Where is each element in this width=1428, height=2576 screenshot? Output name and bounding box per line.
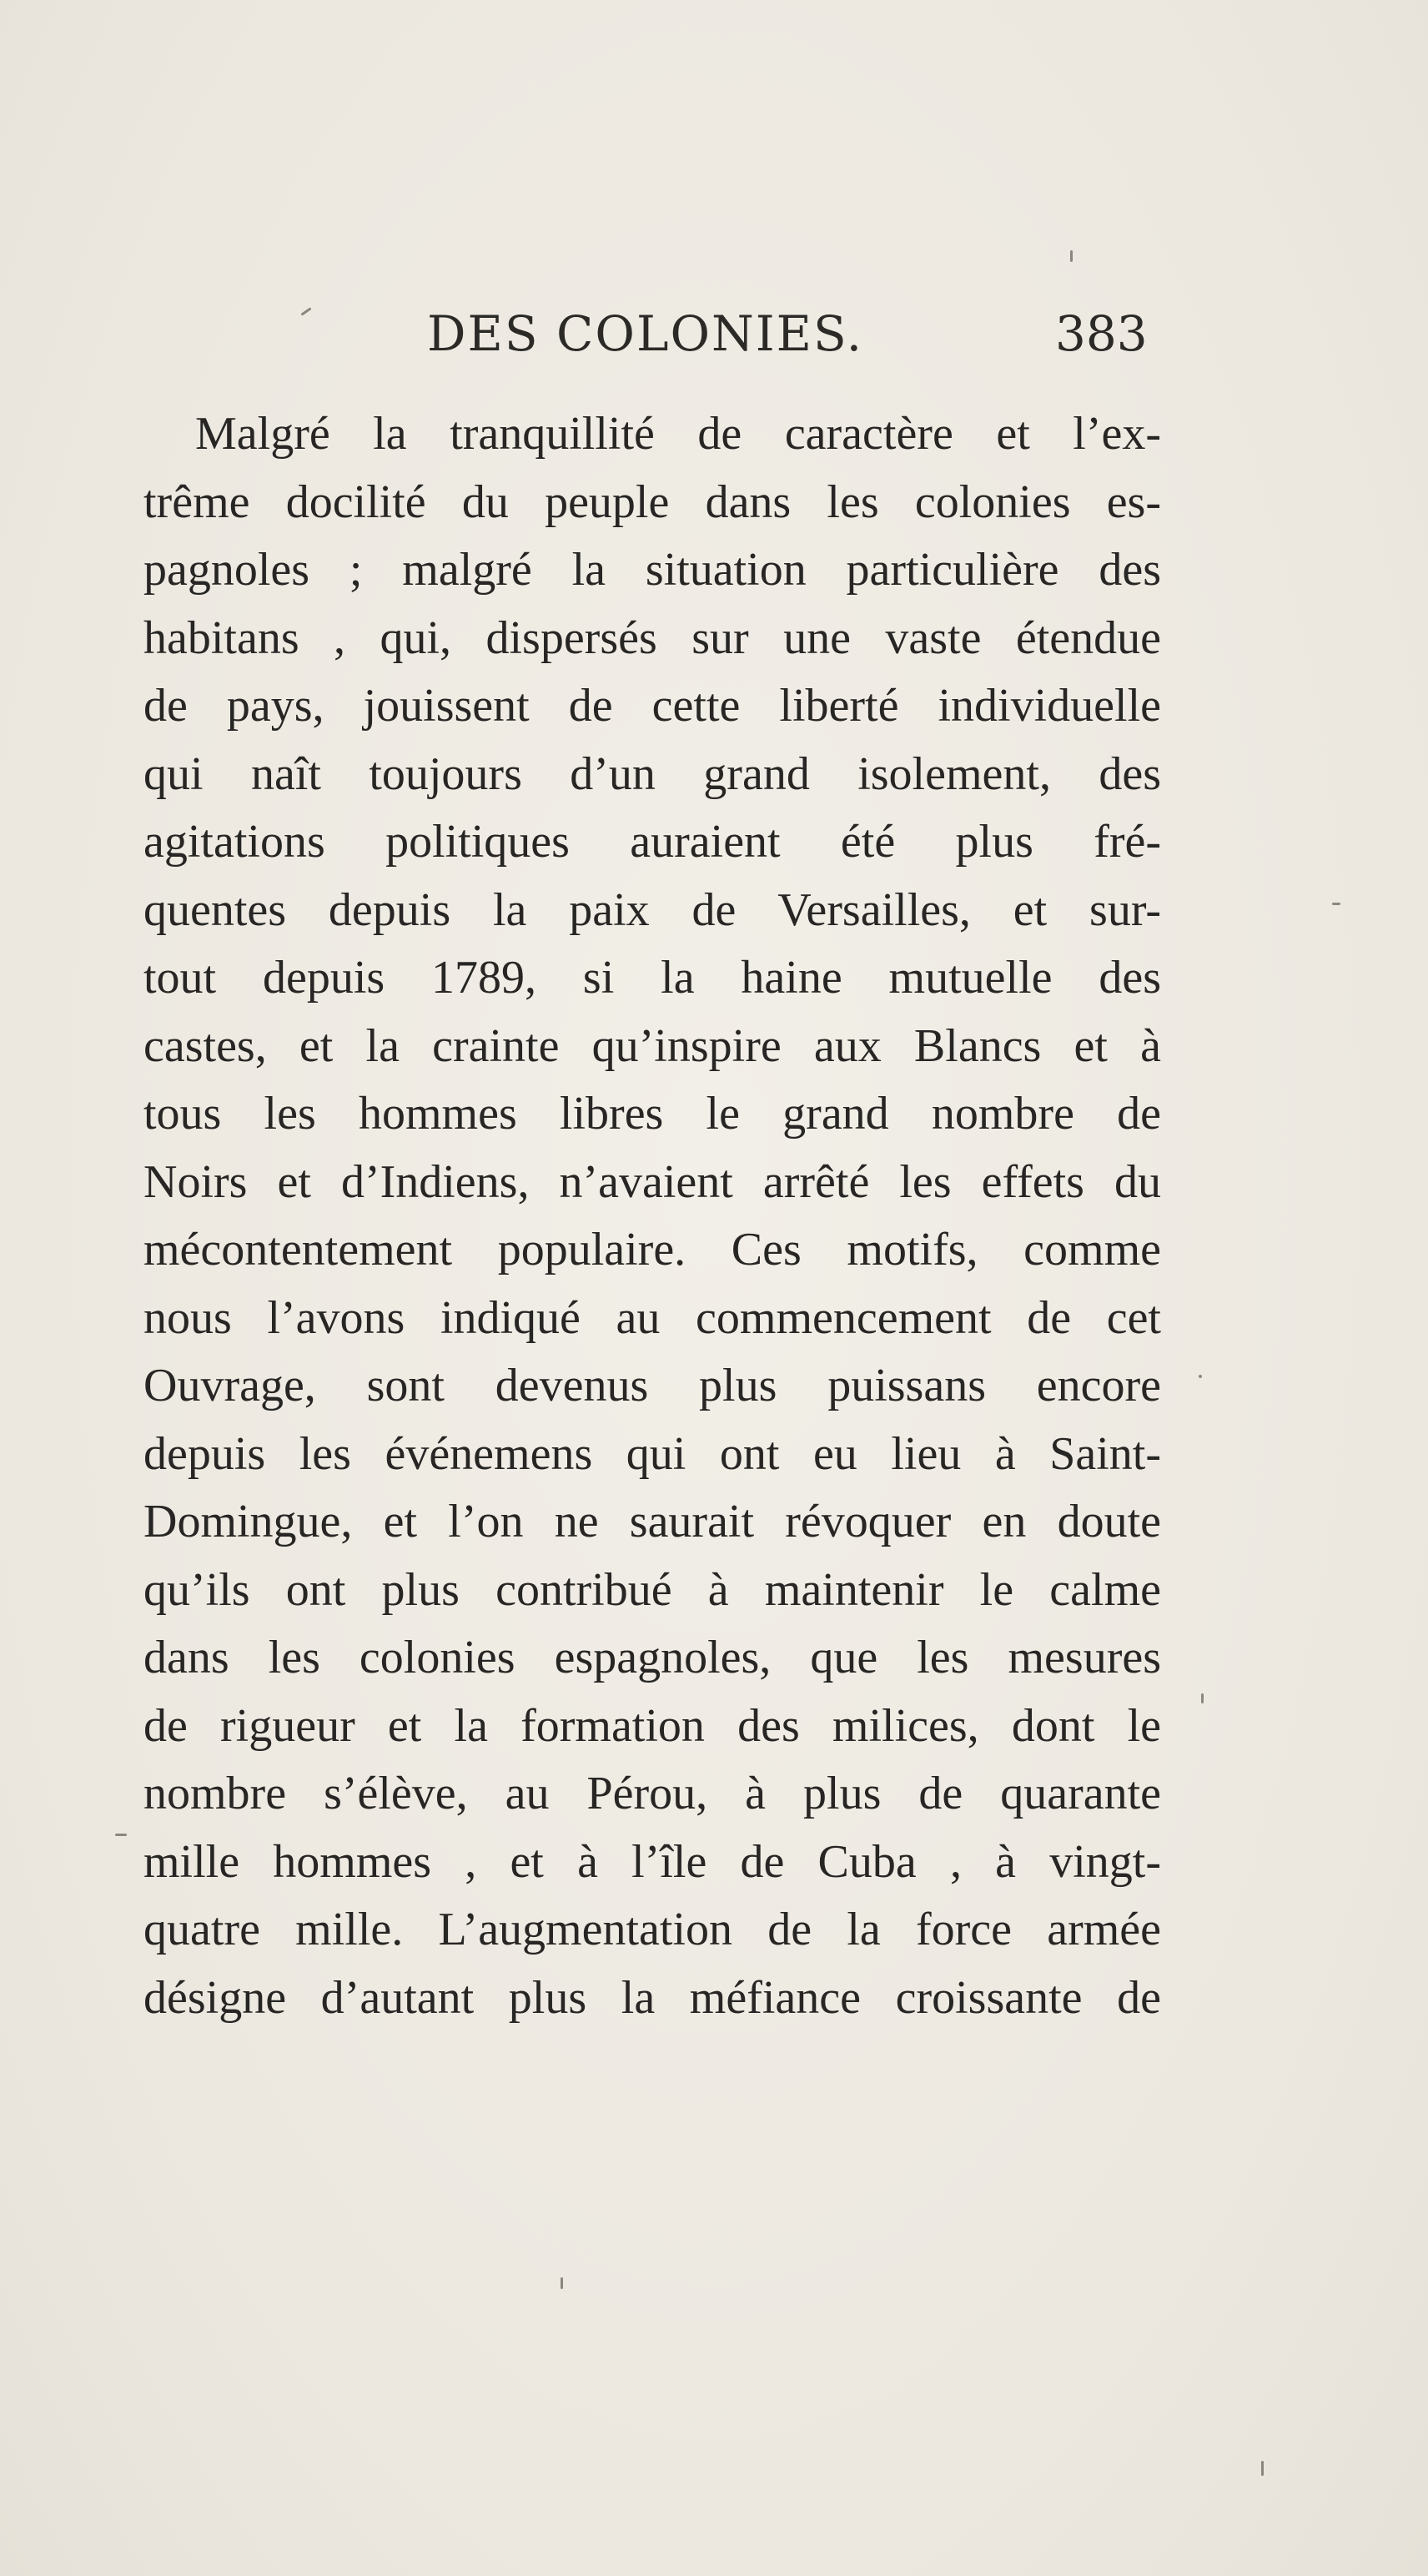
text-line: depuis les événemens qui ont eu lieu à Saint- [143, 1427, 1161, 1480]
running-title: DES COLONIES. [427, 305, 864, 362]
text-line: qu’ils ont plus contribué à maintenir le calme [143, 1563, 1161, 1616]
text-line: tous les hommes libres le grand nombre de [143, 1088, 1161, 1140]
body-paragraph [143, 400, 1161, 2032]
text-line: dans les colonies espagnoles, que les mesures [143, 1632, 1161, 1683]
text-line: de rigueur et la formation des milices, dont le [143, 1699, 1161, 1752]
text-line: Ouvrage, sont devenus plus puissans encore [143, 1360, 1161, 1411]
text-line: castes, et la crainte qu’inspire aux Blancs et à [143, 1019, 1161, 1072]
text-line: de pays, jouissent de cette liberté individuelle [143, 680, 1161, 732]
text-line: habitans , qui, dispersés sur une vaste étendue [143, 611, 1161, 664]
text-line: mécontentement populaire. Ces motifs, comme [143, 1224, 1161, 1275]
text-line: nous l’avons indiqué au commencement de cet [143, 1291, 1161, 1344]
page-number: 383 [1055, 305, 1148, 362]
text-line: agitations politiques auraient été plus fré- [143, 816, 1161, 868]
text-line: quentes depuis la paix de Versailles, et sur- [143, 883, 1161, 936]
text-line: nombre s’élève, au Pérou, à plus de quarante [143, 1768, 1161, 1819]
text-line: quatre mille. L’augmentation de la force armée [143, 1904, 1161, 1955]
paper-speck [1261, 2461, 1264, 2476]
paper-speck [1199, 1375, 1202, 1378]
paper-speck [300, 307, 311, 315]
paper-speck [115, 1834, 127, 1836]
text-line: Domingue, et l’on ne saurait révoquer en doute [143, 1496, 1161, 1547]
text-line: pagnoles ; malgré la situation particulière des [143, 544, 1161, 596]
paper-speck [1201, 1693, 1204, 1703]
paper-speck [1070, 250, 1073, 262]
paper-speck [1332, 903, 1340, 905]
paper-speck [561, 2277, 563, 2289]
text-line: désigne d’autant plus la méfiance croissante de [143, 1971, 1161, 2024]
text-line: qui naît toujours d’un grand isolement, des [143, 747, 1161, 800]
text-line: mille hommes , et à l’île de Cuba , à vingt- [143, 1835, 1161, 1888]
text-line: Malgré la tranquillité de caractère et l’ex- [195, 408, 1161, 460]
text-line: Noirs et d’Indiens, n’avaient arrêté les effets du [143, 1155, 1161, 1208]
text-line: trême docilité du peuple dans les colonies es- [143, 475, 1161, 528]
text-line: tout depuis 1789, si la haine mutuelle des [143, 952, 1161, 1004]
